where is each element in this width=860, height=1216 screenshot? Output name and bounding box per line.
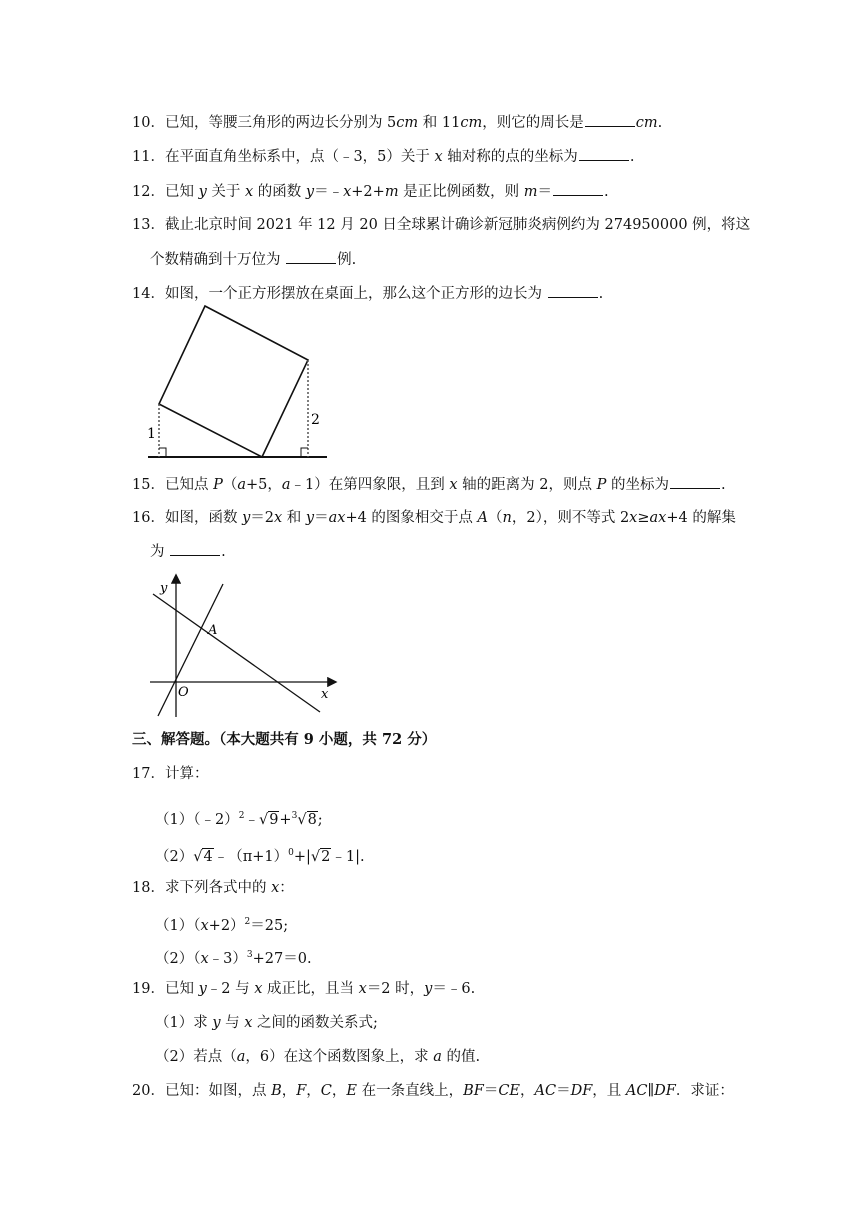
text: 成正比，且当 — [262, 981, 359, 997]
text: ，则它的周长是 — [482, 115, 584, 131]
root-index: 3 — [291, 811, 298, 821]
text: 之间的函数关系式; — [252, 1015, 378, 1031]
variable: n — [502, 510, 512, 526]
text: 已知 — [164, 184, 199, 200]
variable: B — [271, 1083, 282, 1099]
text: 求下列各式中的 — [164, 880, 272, 896]
text: . — [629, 149, 635, 165]
text: ＝ — [537, 184, 553, 200]
question-number: 12． — [132, 184, 165, 200]
answer-blank[interactable] — [579, 146, 629, 161]
question-number: 17． — [132, 766, 165, 782]
question-number: 13． — [132, 217, 165, 233]
question-19 — [132, 979, 475, 999]
variable: y — [242, 510, 251, 526]
text: （2）若点（ — [155, 1049, 237, 1065]
variable: y — [198, 184, 207, 200]
variable: a — [433, 1049, 442, 1065]
variable: x — [200, 950, 209, 967]
question-13-continued — [150, 249, 356, 270]
variable: x — [343, 184, 352, 200]
text: +| — [293, 848, 311, 865]
text: 在平面直角坐标系中，点（﹣3，5）关于 — [164, 149, 435, 165]
variable: CE — [498, 1083, 520, 1099]
text: ＝﹣6. — [432, 981, 476, 997]
text: . — [598, 286, 604, 302]
unit: cm — [396, 115, 419, 131]
origin-label: O — [178, 685, 189, 700]
section-heading — [132, 730, 436, 750]
text: 的函数 — [253, 184, 306, 200]
text: ， — [331, 1083, 347, 1099]
exponent: 0 — [288, 848, 294, 858]
question-number: 18． — [132, 880, 165, 896]
question-17 — [132, 764, 208, 784]
text: （1）求 — [155, 1015, 213, 1031]
text: ．求证： — [675, 1083, 734, 1099]
variable: P — [213, 477, 223, 493]
variable: ax — [328, 510, 346, 526]
text: ， — [281, 1083, 297, 1099]
text: 已知，等腰三角形的两边长分别为 5 — [164, 115, 397, 131]
label-height-1: 1 — [147, 426, 156, 442]
text: ，2），则不等式 2 — [511, 510, 630, 526]
question-20 — [132, 1081, 734, 1101]
variable: y — [305, 184, 315, 200]
question-number: 10． — [132, 115, 165, 131]
text: 是正比例函数，则 — [398, 184, 524, 200]
text: 如图，一个正方形摆放在桌面上，那么这个正方形的边长为 — [164, 286, 547, 302]
question-11 — [132, 146, 634, 167]
variable: P — [596, 477, 607, 493]
x-axis-label: x — [321, 687, 329, 702]
variable: a — [281, 477, 291, 493]
text: （1）（ — [155, 917, 201, 934]
question-13 — [132, 215, 750, 235]
question-19-part-1 — [155, 1013, 378, 1033]
text: . — [221, 544, 226, 560]
variable: y — [424, 981, 433, 997]
question-15 — [132, 474, 726, 495]
text: +4 的解集 — [666, 510, 736, 526]
question-16-continued — [150, 541, 226, 562]
unit: cm — [635, 115, 658, 131]
text: + — [279, 811, 292, 828]
variable: y — [305, 510, 315, 526]
function-graph-figure — [145, 572, 340, 720]
variable: x — [358, 981, 367, 997]
exponent: 3 — [246, 950, 253, 960]
y-axis-label: y — [160, 581, 168, 596]
square-shape — [159, 306, 308, 457]
variable: E — [346, 1083, 357, 1099]
variable: y — [212, 1015, 221, 1031]
text: ， — [520, 1083, 535, 1099]
text: 在一条直线上， — [356, 1083, 464, 1099]
text: ﹣1）在第四象限，且到 — [290, 477, 450, 493]
text: ＝ — [314, 510, 329, 526]
text: 与 — [220, 1015, 245, 1031]
question-19-part-2 — [155, 1047, 480, 1067]
question-12 — [132, 181, 609, 202]
text: +4 的图象相交于点 — [345, 510, 478, 526]
variable: AC — [534, 1083, 557, 1099]
text: 例. — [337, 252, 357, 268]
text: ﹣2 与 — [206, 981, 255, 997]
text: ﹣ — [244, 811, 259, 828]
question-18 — [132, 878, 294, 898]
variable: m — [384, 184, 399, 200]
text: ﹣1|. — [331, 848, 365, 865]
text: ＝ — [483, 1083, 499, 1099]
text: +5， — [245, 477, 282, 493]
question-17-part-1 — [155, 806, 323, 830]
variable: x — [274, 510, 283, 526]
text: . — [657, 115, 663, 131]
radicand: 4 — [203, 848, 213, 865]
text: ; — [317, 811, 323, 828]
question-number: 15． — [132, 477, 165, 493]
text: ＝﹣ — [314, 184, 344, 200]
question-number: 20． — [132, 1083, 165, 1099]
variable: y — [198, 981, 207, 997]
variable: DF — [654, 1083, 676, 1099]
label-height-2: 2 — [311, 412, 320, 428]
variable: A — [477, 510, 489, 526]
question-14 — [132, 283, 603, 304]
variable: x — [244, 1015, 253, 1031]
answer-blank[interactable] — [170, 541, 220, 556]
right-angle-mark-right — [301, 448, 308, 457]
variable: x — [200, 917, 209, 934]
question-number: 16． — [132, 510, 165, 526]
text: 和 11 — [418, 115, 461, 131]
text: ，且 — [592, 1083, 626, 1099]
variable: DF — [570, 1083, 593, 1099]
text: 关于 — [206, 184, 245, 200]
radicand: 2 — [321, 848, 331, 865]
answer-blank[interactable] — [286, 249, 336, 264]
text: （1）（﹣2） — [155, 811, 239, 828]
variable: m — [523, 184, 538, 200]
question-17-part-2 — [155, 843, 365, 867]
right-angle-mark-left — [159, 448, 166, 457]
variable: x — [434, 149, 443, 165]
variable: x — [254, 981, 263, 997]
variable: a — [237, 477, 246, 493]
text: ＝2 时， — [366, 981, 425, 997]
exponent: 2 — [238, 811, 245, 821]
text: . — [720, 477, 726, 493]
text: ＝ — [556, 1083, 571, 1099]
text: 已知点 — [164, 477, 214, 493]
text: 为 — [150, 544, 170, 560]
text: 如图，函数 — [164, 510, 243, 526]
variable: a — [236, 1049, 246, 1065]
section-title: 三、解答题。 — [132, 731, 219, 748]
square-root: √2 — [310, 848, 331, 865]
text: . — [604, 184, 609, 200]
text: ： — [279, 880, 294, 896]
text: 个数精确到十万位为 — [150, 252, 286, 268]
square-root: √9 — [258, 811, 279, 828]
text: （2） — [155, 848, 194, 865]
question-18-part-2 — [155, 945, 312, 969]
answer-blank[interactable] — [553, 181, 603, 196]
variable: x — [449, 477, 458, 493]
text: ， — [306, 1083, 321, 1099]
variable: x — [629, 510, 638, 526]
text: +27＝0. — [252, 950, 312, 967]
answer-blank[interactable] — [548, 283, 598, 298]
text: 轴对称的点的坐标为 — [442, 149, 578, 165]
variable: AC — [625, 1083, 648, 1099]
square-on-table-figure — [145, 303, 330, 463]
text: 轴的距离为 2，则点 — [457, 477, 597, 493]
text: ≥ — [637, 510, 650, 526]
variable: BF — [463, 1083, 484, 1099]
text: 和 — [282, 510, 306, 526]
radicand: 8 — [307, 811, 317, 828]
variable: ax — [649, 510, 667, 526]
question-10 — [132, 112, 662, 133]
text: （ — [488, 510, 503, 526]
question-number: 11． — [132, 149, 165, 165]
question-number: 14． — [132, 286, 165, 302]
text: （ — [222, 477, 238, 493]
text: 的坐标为 — [606, 477, 669, 493]
section-note: （本大题共有 9 小题，共 72 分） — [219, 731, 437, 748]
text: 已知：如图，点 — [164, 1083, 272, 1099]
text: ∥ — [647, 1083, 655, 1099]
text: ＝25; — [250, 917, 289, 934]
text: +2+ — [351, 184, 385, 200]
text: ﹣（π+1） — [213, 848, 289, 865]
text: ，6）在这个函数图象上，求 — [245, 1049, 434, 1065]
text: 已知 — [164, 981, 199, 997]
text: 截止北京时间 2021 年 12 月 20 日全球累计确诊新冠肺炎病例约为 274950000 例，将这 — [164, 217, 751, 233]
text: （2）（ — [155, 950, 201, 967]
text: 的值. — [441, 1049, 481, 1065]
question-16 — [132, 508, 736, 528]
exponent: 2 — [244, 917, 251, 927]
variable: F — [296, 1083, 307, 1099]
text: +2） — [208, 917, 245, 934]
point-a-label: A — [208, 623, 218, 638]
question-number: 19． — [132, 981, 165, 997]
answer-blank[interactable] — [670, 474, 720, 489]
text: 计算： — [164, 766, 209, 782]
text: ＝2 — [250, 510, 274, 526]
unit: cm — [460, 115, 483, 131]
variable: x — [244, 184, 254, 200]
variable: x — [271, 880, 280, 896]
square-root: √4 — [193, 848, 213, 865]
cube-root: √8 — [297, 811, 317, 828]
radicand: 9 — [269, 811, 279, 828]
variable: C — [320, 1083, 332, 1099]
answer-blank[interactable] — [585, 112, 635, 127]
question-18-part-1 — [155, 912, 288, 936]
text: ﹣3） — [208, 950, 247, 967]
